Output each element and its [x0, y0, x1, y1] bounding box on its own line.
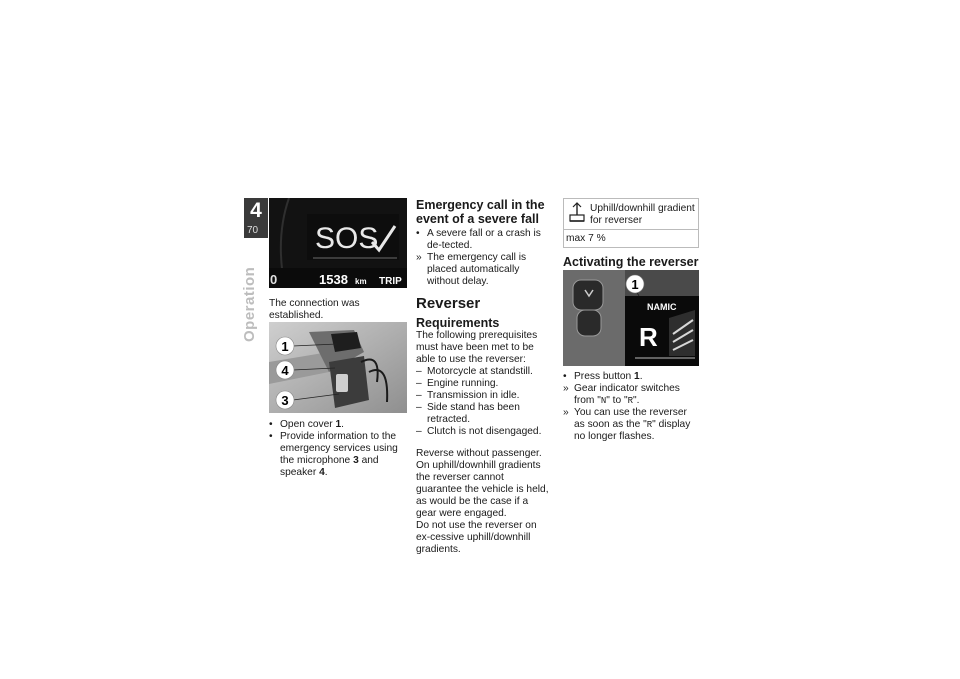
odometer-unit: km — [355, 277, 367, 286]
requirements-list — [416, 366, 549, 438]
gradient-info-value: max 7 % — [566, 233, 606, 244]
requirements-heading: Requirements — [416, 316, 500, 330]
page-number: 70 — [247, 225, 259, 236]
list-item: – Side stand has been retracted. — [416, 402, 549, 426]
reverser-dashboard-figure — [563, 270, 699, 366]
list-item: » You can use the reverser as soon as the "R" display no longer flashes. — [563, 407, 699, 443]
excessive-gradient-note: Do not use the reverser on ex-cessive uphill/downhill gradients. — [416, 520, 537, 555]
odometer-value: 1538 — [319, 272, 348, 287]
passenger-note: Reverse without passenger. — [416, 448, 542, 459]
riding-mode-text: NAMIC — [647, 302, 677, 312]
list-item: – Motorcycle at standstill. — [416, 366, 549, 378]
list-item: • Provide information to the emergency services using the microphone 3 and speaker 4. — [269, 431, 409, 479]
gear-indicator: R — [639, 322, 658, 352]
callout-1: 1 — [631, 277, 639, 292]
trip-label: TRIP — [379, 276, 402, 287]
info-divider — [563, 229, 699, 230]
column-emergency-reverser — [416, 198, 549, 556]
list-item: » Gear indicator switches from "N" to "R". — [563, 383, 699, 407]
section-label: Operation — [241, 266, 258, 342]
callout-4: 4 — [281, 363, 289, 378]
gradient-warning-icon — [567, 201, 587, 225]
connection-caption: The connection was established. — [269, 298, 360, 321]
list-item: • Open cover 1. — [269, 419, 409, 431]
open-cover-list — [269, 419, 409, 479]
callout-1: 1 — [281, 339, 289, 354]
list-item: » The emergency call is placed automatically without delay. — [416, 252, 549, 288]
gradient-note: On uphill/downhill gradients the reverser cannot guarantee the vehicle is held, as would be the case if a gear were engaged. — [416, 460, 549, 519]
left-digit: 0 — [270, 272, 278, 287]
list-item: • Press button 1. — [563, 371, 699, 383]
list-item: • A severe fall or a crash is de-tected. — [416, 228, 549, 252]
chapter-number: 4 — [250, 199, 262, 222]
handlebar-figure — [269, 322, 407, 413]
list-item: – Clutch is not disengaged. — [416, 426, 549, 438]
reverser-heading: Reverser — [416, 295, 481, 312]
emergency-heading: Emergency call in the event of a severe fall — [416, 198, 545, 226]
sos-display-figure — [269, 198, 407, 288]
callout-3: 3 — [281, 393, 289, 408]
requirements-intro: The following prerequisites must have been met to be able to use the reverser: — [416, 330, 538, 365]
activating-heading: Activating the reverser — [563, 255, 699, 269]
emergency-list — [416, 228, 549, 288]
sos-text: SOS — [315, 222, 379, 255]
gradient-info-label: Uphill/downhill gradient for reverser — [590, 203, 695, 226]
activating-steps-list — [563, 371, 699, 443]
list-item: – Transmission in idle. — [416, 390, 549, 402]
list-item: – Engine running. — [416, 378, 549, 390]
